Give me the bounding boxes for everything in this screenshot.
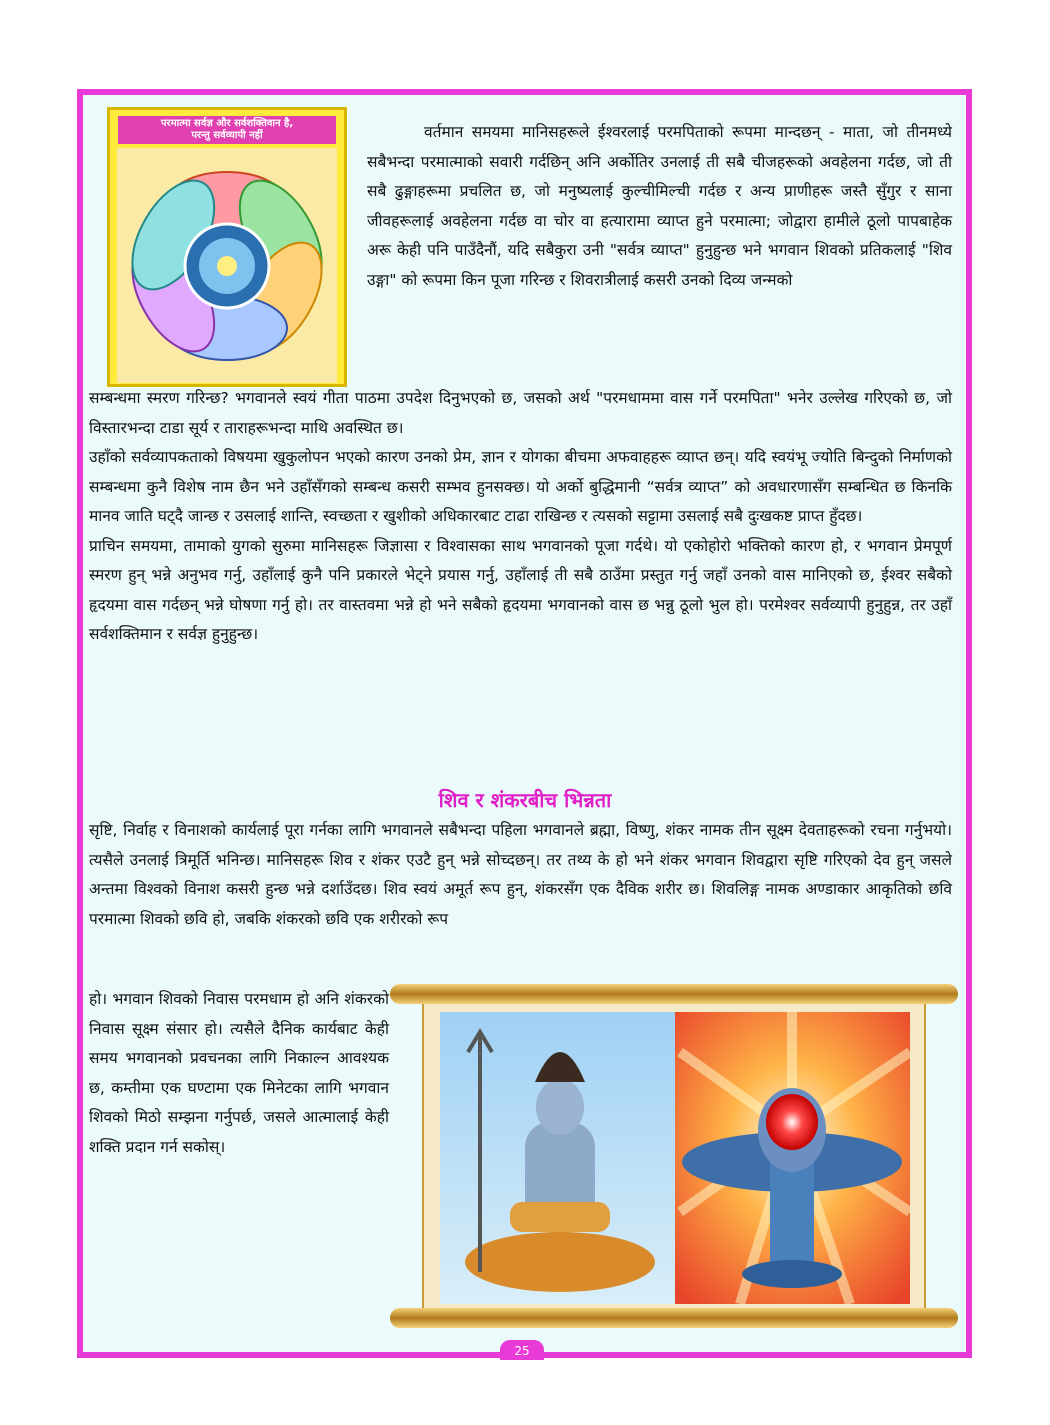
paragraph-5 — [89, 985, 389, 1162]
paragraph-3: प्राचिन समयमा, तामाको युगको सुरुमा मानिसहरू जिज्ञासा र विश्वासका साथ भगवानको पूजा गर्दथे। यो एकोहोरो भक्तिको कारण हो, र भगवान प्रेमपूर्ण स्मरण हुन् भन्ने अनुभव गर्नु, उहाँलाई कुनै पनि प्रकारले भेट्ने प्रयास गर्नु, उहाँलाई ती सबै ठाउँमा प्रस्तुत गर्नु जहाँ उनको वास मानिएको छ, ईश्वर सबैको हृदयमा वास गर्दछन् भन्ने घोषणा गर्नु हो। तर वास्तवमा भन्ने हो भने सबैको हृदयमा भगवानको वास छ भन्नु ठूलो भुल हो। परमेश्वर सर्वव्यापी हुनुहुन्न, तर उहाँ सर्वशक्तिमान र सर्वज्ञ हुनुहुन्छ। — [89, 536, 952, 643]
paragraph-1-top-text: वर्तमान समयमा मानिसहरूले ईश्वरलाई परमपिताको रूपमा मान्दछन् - माता, जो तीनमध्ये सबैभन्दा परमात्माको सवारी गर्दछिन् अनि अर्कोतिर उनलाई ती सबै चीजहरूको अवहेलना गर्दछ, जो ती सबै ढुङ्गाहरूमा प्रचलित छ, जो मनुष्यलाई कुल्चीमिल्ची गर्दछ र अन्य प्राणीहरू जस्तै सुँगुर र साना जीवहरूलाई अवहेलना गर्दछ वा चोर वा हत्यारामा व्याप्त हुने परमात्मा; जोद्वारा हामीले ठूलो पापबाहेक अरू केही पनि पाउँदैनौं, यदि सबैकुरा उनी "सर्वत्र व्याप्त" हुनुहुन्छ भने भगवान शिवको प्रतिकलाई "शिव उङ्गा" को रूपमा किन पूजा गरिन्छ र शिवरात्रीलाई कसरी उनको दिव्य जन्मको — [367, 123, 952, 289]
scroll-rod-top — [390, 984, 958, 1004]
lotus-diagram — [117, 148, 337, 383]
paragraph-1-bottom: सम्बन्धमा स्मरण गरिन्छ? भगवानले स्वयं गीता पाठमा उपदेश दिनुभएको छ, जसको अर्थ "परमधाममा वास गर्ने परमपिता" भनेर उल्लेख गरिएको छ, जो विस्तारभन्दा टाडा सूर्य र ताराहरूभन्दा माथि अवस्थित छ। — [89, 389, 952, 437]
paragraph-2: उहाँको सर्वव्यापकताको विषयमा खुकुलोपन भएको कारण उनको प्रेम, ज्ञान र योगका बीचमा अफवाहहरू व्याप्त छन्। यदि स्वयंभू ज्योति बिन्दुको निर्माणको सम्बन्धमा कुनै विशेष नाम छैन भने उहाँसँगको सम्बन्ध कसरी सम्भव हुनसक्छ। यो अर्को बुद्धिमानी “सर्वत्र व्याप्त” को अवधारणासँग सम्बन्धित छ किनकि मानव जाति घट्दै जान्छ र उसलाई शान्ति, स्वच्छता र खुशीको अधिकारबाट टाढा राखिन्छ र त्यसको सट्टामा उसलाई सबै दुःखकष्ट प्राप्त हुँदछ। — [89, 448, 952, 525]
section-heading: शिव र शंकरबीच भिन्नता — [438, 788, 612, 812]
scroll-image — [390, 984, 958, 1328]
page-number: 25 — [500, 1340, 544, 1360]
paragraph-4 — [89, 816, 952, 934]
poster-title-line1: परमात्मा सर्वज्ञ और सर्वशक्तिवान है, — [160, 118, 294, 129]
paragraph-5-text: हो। भगवान शिवको निवास परमधाम हो अनि शंकरको निवास सूक्ष्म संसार हो। त्यसैले दैनिक कार्यबाट केही समय भगवानको प्रवचनका लागि निकाल्न आवश्यक छ, कम्तीमा एक घण्टामा एक मिनेटका लागि भगवान शिवको मिठो सम्झना गर्नुपर्छ, जसले आत्मालाई केही शक्ति प्रदान गर्न सकोस्। — [89, 990, 389, 1156]
poster-title-line2: परन्तु सर्वव्यापी नहीं — [191, 130, 263, 141]
paragraph-4-text: सृष्टि, निर्वाह र विनाशको कार्यलाई पूरा गर्नका लागि भगवानले सबैभन्दा पहिला भगवानले ब्रह्मा, विष्णु, शंकर नामक तीन सूक्ष्म देवताहरूको रचना गर्नुभयो। त्यसैले उनलाई त्रिमूर्ति भनिन्छ। मानिसहरू शिव र शंकर एउटै हुन् भन्ने सोच्दछन्। तर तथ्य के हो भने शंकर भगवान शिवद्वारा सृष्टि गरिएको देव हुन् जसले अन्तमा विश्वको विनाश कसरी हुन्छ भन्ने दर्शाउँदछ। शिव स्वयं अमूर्त रूप हुन्, शंकरसँग एक दैविक शरीर छ। शिवलिङ्ग नामक अण्डाकार आकृतिको छवि परमात्मा शिवको छवि हो, जबकि शंकरको छवि एक शरीरको रूप — [89, 821, 952, 928]
scroll-rod-bottom — [390, 1308, 958, 1328]
paragraph-1-top — [367, 118, 952, 295]
poster-image — [107, 107, 347, 387]
shiva-shankar-illustration — [440, 1012, 910, 1304]
paragraph-block — [89, 384, 952, 650]
poster-title — [118, 116, 336, 144]
